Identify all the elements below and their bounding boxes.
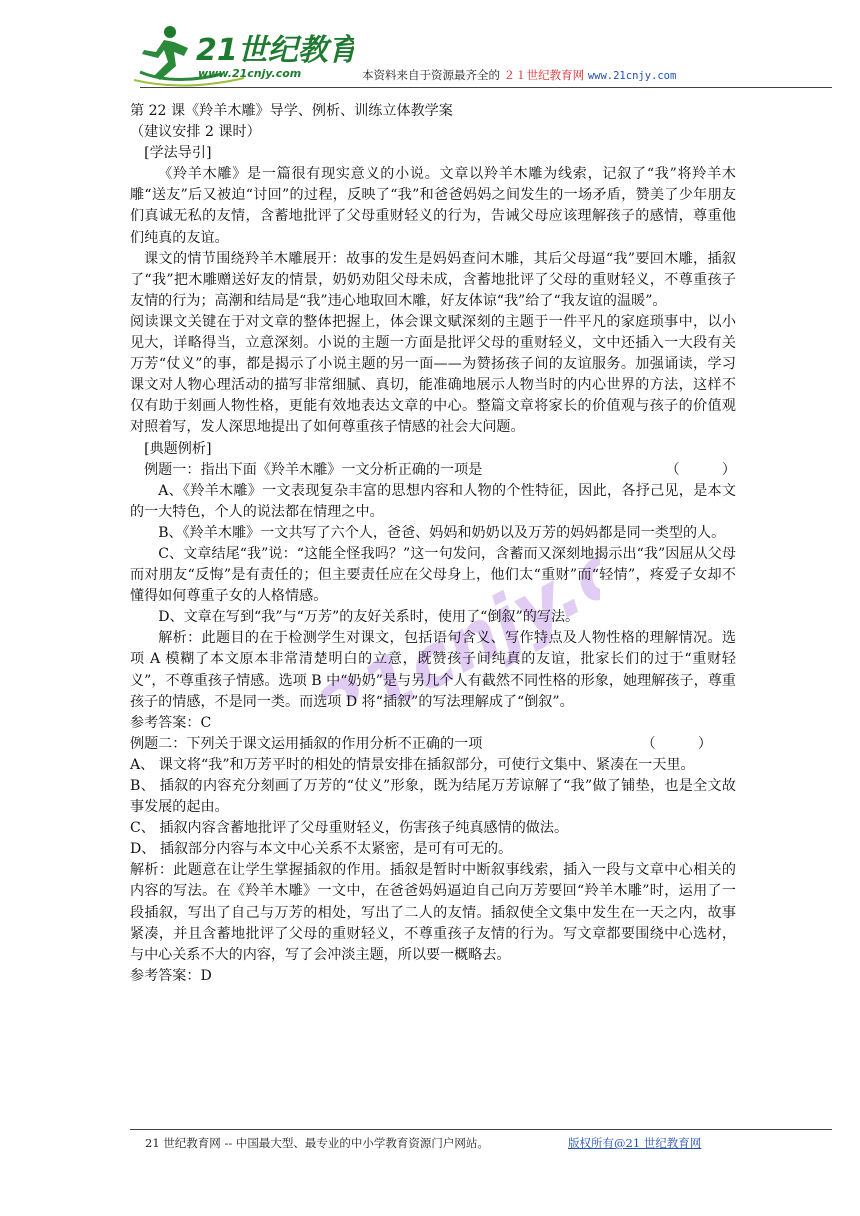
section-heading-guide: [学法导引] [144,145,212,162]
page-header [130,20,830,90]
footer-copyright-link[interactable]: 版权所有@21 世纪教育网 [568,1136,702,1150]
document-title: 第 22 课《羚羊木雕》导学、例析、训练立体教学案 [130,103,453,119]
example-2-answer: 参考答案：D [130,967,212,984]
example-1-answer-blank: （ ） [665,461,736,478]
watermark-text: 21cnjy.com [303,500,600,700]
document-body [130,101,736,987]
guide-paragraph-1: 《羚羊木雕》是一篇很有现实意义的小说。文章以羚羊木雕为线索，记叙了“我”将羚羊木雕“送友”后又被迫“讨回”的过程，反映了“我”和爸爸妈妈之间发生的一场矛盾，赞美了少年朋友们真诚无私的友情，含蓄地批评了父母重财轻义的行为，告诫父母应该理解孩子的感情，尊重他们纯真的友谊。 [130,166,736,246]
logo-text: 21世纪教育 [196,33,354,68]
example-2-option-b: B、 插叙的内容充分刻画了万芳的“仗义”形象，既为结尾万芳谅解了“我”做了铺垫，也是全文故事发展的起由。 [130,778,736,816]
header-divider [140,87,832,88]
example-2-option-c: C、 插叙内容含蓄地批评了父母重财轻义，伤害孩子纯真感情的做法。 [130,820,569,837]
logo-url: www.21cnjy.com [198,67,302,80]
example-1-answer: 参考答案：C [130,714,212,731]
header-source-prefix: 本资料来自于资源最齐全的 [362,68,500,82]
example-2-answer-blank: （ ） [641,735,712,752]
example-1-question: 例题一：指出下面《羚羊木雕》一文分析正确的一项是 [144,461,483,478]
example-1-option-a: A、《羚羊木雕》一文表现复杂丰富的思想内容和人物的个性特征，因此，各抒己见，是本文的一大特色，个人的说法都在情理之中。 [130,482,736,520]
example-2-option-d: D、 插叙部分内容与本文中心关系不太紧密，是可有可无的。 [130,841,513,858]
header-source-line [362,67,676,83]
footer-divider [130,1129,832,1130]
example-1-analysis: 解析：此题目的在于检测学生对课文，包括语句含义、写作特点及人物性格的理解情况。选项 A 模糊了本文原本非常清楚明白的立意，既赞孩子间纯真的友谊，批家长们的过于“重财轻义”，不尊重孩子情感。选项 B 中“奶奶”是与另几个人有截然不同性格的形象，她理解孩子，尊重孩子的情感，不是同一类。而选项 D 将“插叙”的写法理解成了“倒叙”。 [130,630,736,710]
example-2-option-a: A、 课文将“我”和万芳平时的相处的情景安排在插叙部分，可使行文集中、紧凑在一天里。 [130,756,695,773]
runner-logo-icon [134,22,354,88]
footer-tagline: 21 世纪教育网 -- 中国最大型、最专业的中小学教育资源门户网站。 [145,1136,489,1150]
site-logo[interactable] [134,22,354,88]
example-2-question-row [130,734,736,755]
example-1-option-c: C、文章结尾“我”说：“这能全怪我吗？”这一句发问，含蓄而又深刻地揭示出“我”因屈从父母而对朋友“反悔”是有责任的；但主要责任应在父母身上，他们太“重财”而“轻情”，疼爱子女却不懂得如何尊重子女的人格情感。 [130,545,736,605]
example-2-question: 例题二：下列关于课文运用插叙的作用分析不正确的一项 [130,735,483,752]
header-source-url-link[interactable]: www.21cnjy.com [587,70,677,82]
example-1-question-row [130,460,736,481]
example-1-option-b: B、《羚羊木雕》一文共写了六个人，爸爸、妈妈和奶奶以及万芳的妈妈都是同一类型的人。 [158,524,726,541]
section-heading-examples: [典题例析] [144,440,212,457]
guide-paragraph-3: 阅读课文关键在于对文章的整体把握上，体会课文赋深刻的主题于一件平凡的家庭琐事中，以小见大，详略得当，立意深刻。小说的主题一方面是批评父母的重财轻义，文中还插入一大段有关万芳“仗义”的事，都是揭示了小说主题的另一面——为赞扬孩子间的友谊服务。加强诵读，学习课文对人物心理活动的描写非常细腻、真切，能准确地展示人物当时的内心世界的方法，这样不仅有助于刻画人物性格，更能有效地表达文章的中心。整篇文章将家长的价值观与孩子的价值观对照着写，发人深思地提出了如何尊重孩子情感的社会大问题。 [130,313,736,436]
example-1-option-d: D、文章在写到“我”与“万芳”的友好关系时，使用了“倒叙”的写法。 [158,609,580,626]
guide-paragraph-2: 课文的情节围绕羚羊木雕展开：故事的发生是妈妈查问木雕，其后父母逼“我”要回木雕，插叙了“我”把木雕赠送好友的情景，奶奶劝阻父母未成，含蓄地批评了父母的重财轻义，不尊重孩子友情的行为；高潮和结局是“我”违心地取回木雕，好友体谅“我”给了“我友谊的温暖”。 [130,250,736,309]
schedule-note: （建议安排 2 课时） [130,124,261,141]
example-2-analysis: 解析：此题意在让学生掌握插叙的作用。插叙是暂时中断叙事线索，插入一段与文章中心相关的内容的写法。在《羚羊木雕》一文中，在爸爸妈妈逼迫自己向万芳要回“羚羊木雕”时，运用了一段插叙，写出了自己与万芳的相处，写出了二人的友情。插叙使全文集中发生在一天之内，故事紧凑，并且含蓄地批评了父母的重财轻义，不尊重孩子友情的行为。写文章都要围绕中心选材，与中心关系不大的内容，写了会冲淡主题，所以要一概略去。 [130,862,736,963]
header-source-site: ２１世纪教育网 [503,68,585,82]
